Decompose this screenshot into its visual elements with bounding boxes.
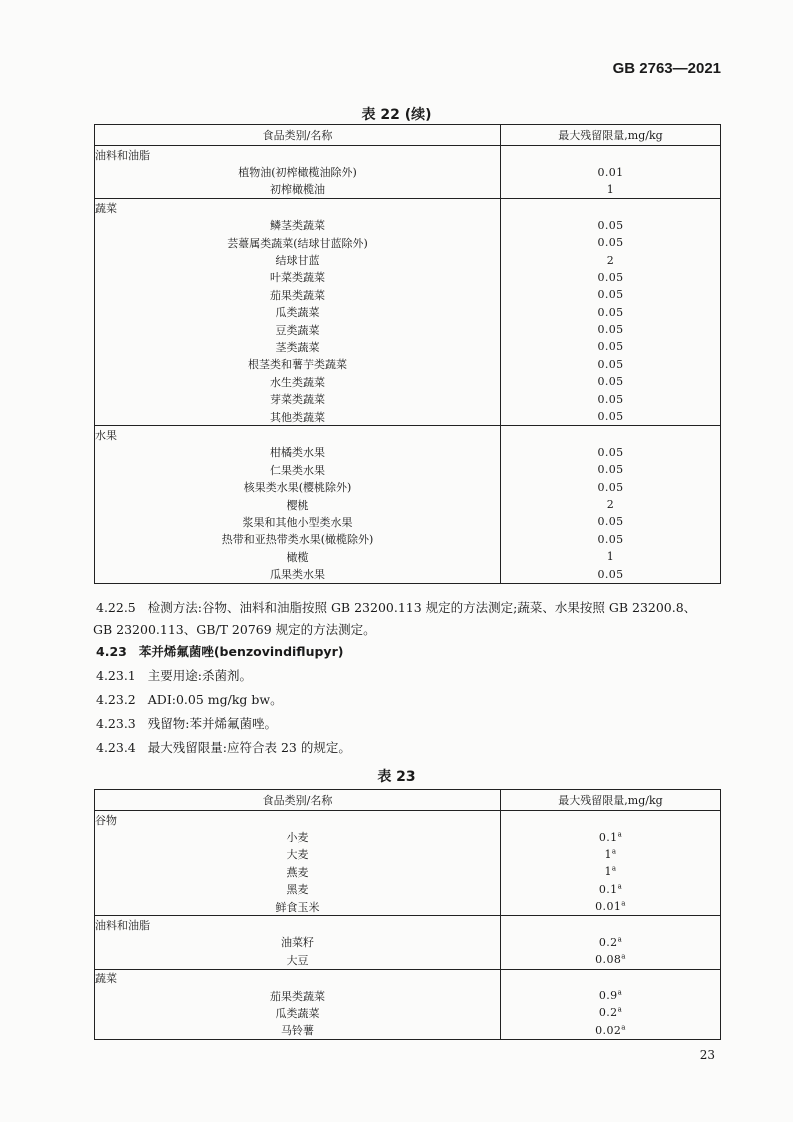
mrl-value: 0.05 [597,445,624,459]
table-row [95,199,721,217]
section-4-23-heading [96,642,343,662]
food-name: 核果类水果(樱桃除外) [95,478,501,495]
section-4-22-5-cont [93,620,376,640]
footnote-mark: a [621,899,626,908]
footnote-mark: a [611,847,617,856]
food-name: 芽菜类蔬菜 [95,390,501,407]
mrl-value: 0.05 [597,270,624,284]
mrl-value: 0.01 [597,165,624,179]
mrl-value: 0.05 [597,236,624,250]
table-row [95,234,721,251]
mrl-value: 0.05 [597,392,624,406]
mrl-value: 0.05 [597,567,624,581]
footnote-mark: a [617,1005,623,1014]
table-row [95,531,721,548]
mrl-value: 0.2 [598,935,618,949]
mrl-value: 0.05 [597,288,624,302]
table-row [95,898,721,916]
section-number: 4.22.5 [96,600,136,615]
food-name: 油菜籽 [95,934,501,951]
food-name: 黑麦 [95,881,501,898]
food-name: 大豆 [95,951,501,969]
table23-header-row [95,790,721,811]
mrl-value: 1 [606,182,615,196]
food-name: 豆类蔬菜 [95,321,501,338]
table-row [95,916,721,934]
table-row [95,881,721,898]
section-text: 残留物:苯并烯氟菌唑。 [147,716,277,731]
mrl-cell [501,951,721,969]
standard-code: GB 2763—2021 [612,60,721,77]
table23-group-oils [95,916,721,969]
table22-group-vegetables [95,199,721,426]
section-text: GB 23200.113、GB/T 20769 规定的方法测定。 [93,622,376,637]
table-row [95,286,721,303]
mrl-value: 0.2 [598,1006,618,1020]
food-name: 芸薹属类蔬菜(结球甘蓝除外) [95,234,501,251]
mrl-cell [501,863,721,880]
food-name: 热带和亚热带类水果(橄榄除外) [95,531,501,548]
mrl-value: 2 [606,253,615,267]
section-text: ADI:0.05 mg/kg bw。 [147,692,283,707]
section-number: 4.23.4 [96,740,136,755]
mrl-value: 0.05 [597,410,624,424]
table-row [95,181,721,199]
mrl-value: 0.05 [597,340,624,354]
group-name: 蔬菜 [95,199,501,217]
food-name: 瓜类蔬菜 [95,1004,501,1021]
table-row [95,373,721,390]
table-row [95,811,721,829]
mrl-value: 0.9 [598,989,618,1003]
table-row [95,444,721,461]
table-row [95,217,721,234]
food-name: 橄榄 [95,548,501,565]
section-number: 4.23.3 [96,716,136,731]
table-row [95,478,721,495]
mrl-value: 0.05 [597,375,624,389]
food-name: 仁果类水果 [95,461,501,478]
table-row [95,338,721,355]
food-name: 瓜类蔬菜 [95,304,501,321]
mrl-value: 0.1 [598,882,618,896]
section-4-23-3 [96,714,277,734]
table-row [95,1022,721,1040]
mrl-value: 0.05 [597,357,624,371]
footnote-mark: a [617,829,623,838]
table-row [95,304,721,321]
table-row [95,565,721,583]
food-name: 鲜食玉米 [95,898,501,916]
table22-header-row [95,125,721,146]
mrl-value: 0.1 [598,830,618,844]
food-name: 樱桃 [95,496,501,513]
table-row [95,846,721,863]
food-name: 燕麦 [95,863,501,880]
table-row [95,969,721,987]
table-row [95,548,721,565]
food-name: 浆果和其他小型类水果 [95,513,501,530]
section-text: 检测方法:谷物、油料和油脂按照 GB 23200.113 规定的方法测定;蔬菜、水果按照 GB 23200.8、 [147,600,697,615]
food-name: 水生类蔬菜 [95,373,501,390]
mrl-value: 0.05 [597,480,624,494]
table23 [94,789,721,1040]
table22 [94,124,721,584]
col-header-food: 食品类别/名称 [95,790,501,811]
section-number: 4.23.1 [96,668,136,683]
footnote-mark: a [617,935,623,944]
food-name: 鳞茎类蔬菜 [95,217,501,234]
table23-group-cereals [95,811,721,916]
table-row [95,934,721,951]
food-name: 茎类蔬菜 [95,338,501,355]
mrl-value: 0.05 [597,463,624,477]
food-name: 瓜果类水果 [95,565,501,583]
table-row [95,863,721,880]
page-number: 23 [699,1048,715,1062]
food-name: 大麦 [95,846,501,863]
mrl-value: 0.05 [597,515,624,529]
mrl-cell [501,1022,721,1040]
food-name: 马铃薯 [95,1022,501,1040]
section-text: 主要用途:杀菌剂。 [147,668,252,683]
table-row [95,828,721,845]
mrl-value: 1 [604,847,612,861]
food-name: 其他类蔬菜 [95,408,501,426]
mrl-cell [501,846,721,863]
mrl-value: 0.05 [597,532,624,546]
mrl-value: 0.05 [597,323,624,337]
footnote-mark: a [621,1023,626,1032]
food-name: 小麦 [95,828,501,845]
group-name: 油料和油脂 [95,146,501,164]
section-4-23-1 [96,666,252,686]
mrl-value: 0.05 [597,218,624,232]
section-number: 4.23 [96,644,127,659]
mrl-value: 0.05 [597,305,624,319]
footnote-mark: a [617,882,623,891]
mrl-cell [501,934,721,951]
mrl-value: 1 [604,865,612,879]
table-row [95,951,721,969]
food-name: 结球甘蓝 [95,251,501,268]
footnote-mark: a [621,952,626,961]
table-row [95,321,721,338]
mrl-cell [501,1004,721,1021]
footnote-mark: a [611,864,617,873]
mrl-cell [501,828,721,845]
table-row [95,987,721,1004]
mrl-value: 0.02 [595,1023,622,1037]
group-name: 谷物 [95,811,501,829]
table-row [95,146,721,164]
table-row [95,356,721,373]
section-4-23-2 [96,690,283,710]
table22-title: 表 22 (续) [361,107,432,123]
table-row [95,496,721,513]
food-name: 叶菜类蔬菜 [95,269,501,286]
section-number: 4.23.2 [96,692,136,707]
mrl-value: 0.08 [595,953,622,967]
mrl-value: 1 [606,550,615,564]
food-name: 初榨橄榄油 [95,181,501,199]
table-row [95,269,721,286]
table-row [95,513,721,530]
group-name: 油料和油脂 [95,916,501,934]
table-row [95,251,721,268]
mrl-cell [501,881,721,898]
group-name: 水果 [95,426,501,444]
section-4-23-4 [96,738,351,758]
mrl-value: 0.01 [595,900,622,914]
group-name: 蔬菜 [95,969,501,987]
table-row [95,461,721,478]
food-name: 茄果类蔬菜 [95,987,501,1004]
mrl-cell [501,987,721,1004]
mrl-value: 2 [606,498,615,511]
table-row [95,163,721,180]
table-row [95,1004,721,1021]
table-row [95,408,721,426]
section-4-22-5 [96,598,696,618]
table23-title: 表 23 [377,769,416,785]
table23-group-vegetables [95,969,721,1040]
food-name: 茄果类蔬菜 [95,286,501,303]
food-name: 柑橘类水果 [95,444,501,461]
table22-group-fruits [95,426,721,584]
food-name: 植物油(初榨橄榄油除外) [95,163,501,180]
footnote-mark: a [617,988,623,997]
table-row [95,426,721,444]
section-title: 苯并烯氟菌唑(benzovindiflupyr) [138,644,344,659]
col-header-food: 食品类别/名称 [95,125,501,146]
mrl-cell [501,898,721,916]
food-name: 根茎类和薯芋类蔬菜 [95,356,501,373]
col-header-mrl: 最大残留限量,mg/kg [501,125,721,146]
section-text: 最大残留限量:应符合表 23 的规定。 [147,740,351,755]
table-row [95,390,721,407]
col-header-mrl: 最大残留限量,mg/kg [501,790,721,811]
table22-group-oils [95,146,721,199]
